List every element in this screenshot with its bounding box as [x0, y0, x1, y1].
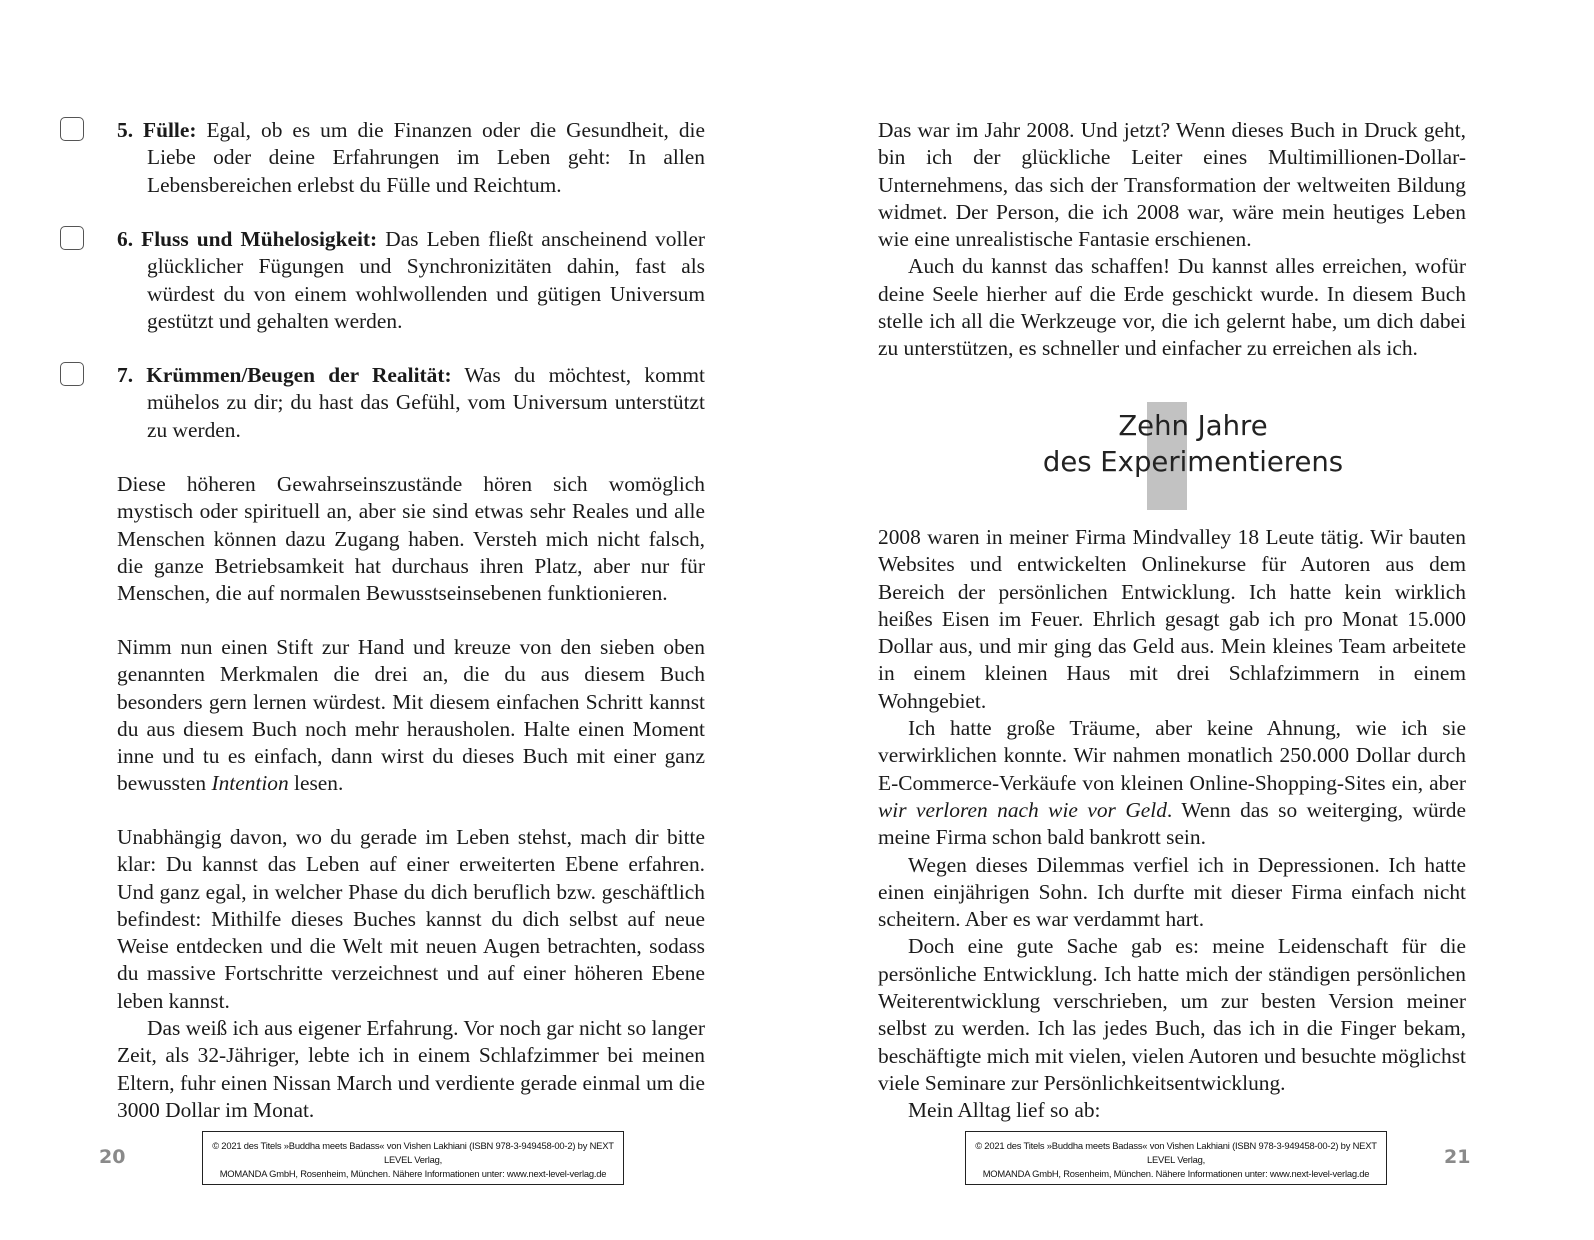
checkbox[interactable] — [60, 226, 84, 250]
list-term: Fluss und Mühelosigkeit: — [141, 227, 378, 251]
list-number: 5. — [117, 118, 134, 142]
section-heading: Zehn Jahre des Experimentierens — [1042, 410, 1344, 478]
list-term: Fülle: — [143, 118, 197, 142]
right-page — [797, 0, 1594, 1240]
checkbox[interactable] — [60, 117, 84, 141]
copyright-box: © 2021 des Titels »Buddha meets Badass« von Vishen Lakhiani (ISBN 978-3-949458-00-2) by NEXT LEVEL Verlag, MOMANDA GmbH, Rosenheim, München. Nähere Informationen unter: www.next-level-verlag.de — [965, 1131, 1387, 1185]
list-item — [117, 117, 705, 199]
paragraph: Nimm nun einen Stift zur Hand und kreuze von den sieben oben genannten Merkmalen die drei an, die du aus diesem Buch besonders gern lernen würdest. Mit diesem einfachen Schritt kannst du aus diesem Buch noch mehr herausholen. Halte einen Moment inne und tu es einfach, dann wirst du dieses Buch mit einer ganz bewussten Intention lesen. — [117, 635, 705, 796]
list-term: Krümmen/Beugen der Realität: — [146, 363, 452, 387]
list-item — [117, 226, 705, 335]
list-text: Was du möchtest, kommt mühelos zu dir; du hast das Gefühl, vom Universum unterstützt zu werden. — [147, 363, 705, 442]
checkbox[interactable] — [60, 362, 84, 386]
copyright-box: © 2021 des Titels »Buddha meets Badass« von Vishen Lakhiani (ISBN 978-3-949458-00-2) by NEXT LEVEL Verlag, MOMANDA GmbH, Rosenheim, München. Nähere Informationen unter: www.next-level-verlag.de — [202, 1131, 624, 1185]
list-item — [117, 362, 705, 444]
page-number: 21 — [1444, 1146, 1471, 1168]
list-number: 6. — [117, 227, 134, 251]
paragraph: Das war im Jahr 2008. Und jetzt? Wenn dieses Buch in Druck geht, bin ich der glückliche Leiter eines Multimillionen-Dollar-Unternehmens, das sich der Transformation der weltweiten Bildung widmet. Der Person, die ich 2008 war, wäre mein heutiges Leben wie eine unrealistische Fantasie erschienen. Auch du kannst das schaffen! Du kannst alles erreichen, wofür deine Seele hierher auf die Erde geschickt wurde. In diesem Buch stelle ich all die Werkzeuge vor, die ich gelernt habe, um dich dabei zu unterstützen, es schneller und einfacher zu erreichen als ich. — [878, 118, 1466, 361]
page-number: 20 — [99, 1146, 126, 1168]
paragraph: 2008 waren in meiner Firma Mindvalley 18 Leute tätig. Wir bauten Websites und entwickelten Onlinekurse für Autoren aus dem Bereich der persönlichen Entwicklung. Ich hatte kein wirklich heißes Eisen im Feuer. Ehrlich gesagt gab ich pro Monat 15.000 Dollar aus, und mir ging das Geld aus. Mein kleines Team arbeitete in einem kleinen Haus mit drei Schlafzimmern in einem Wohngebiet. Ich hatte große Träume, aber keine Ahnung, wie ich sie verwirklichen konnte. Wir nahmen monatlich 250.000 Dollar durch E-Commerce-Verkäufe von kleinen Online-Shopping-Sites ein, aber wir verloren nach wie vor Geld. Wenn das so weiterging, würde meine Firma schon bald bankrott sein. Wegen dieses Dilemmas verfiel ich in Depressionen. Ich hatte einen einjährigen Sohn. Ich durfte mit dieser Firma einfach nicht scheitern. Aber es war verdammt hart. Doch eine gute Sache gab es: meine Leidenschaft für die persönliche Entwicklung. Ich hatte mich der ständigen persönlichen Weiterentwicklung verschrieben, um zur besten Version meiner selbst zu werden. Ich las jedes Buch, das ich in die Finger bekam, beschäftigte mich mit vielen, vielen Autoren und besuchte möglichst viele Seminare zur Persönlichkeitsentwicklung. Mein Alltag lief so ab: — [878, 525, 1466, 1123]
list-number: 7. — [117, 363, 134, 387]
list-text: Egal, ob es um die Finanzen oder die Gesundheit, die Liebe oder deine Erfahrungen im Leben geht: In allen Lebensbereichen erlebst du Fülle und Reichtum. — [147, 118, 705, 197]
list-text: Das Leben fließt anscheinend voller glücklicher Fügungen und Synchronizitäten dahin, fast als würdest du von einem wohlwollenden und gütigen Universum gestützt und gehalten werden. — [147, 227, 705, 333]
paragraph: Diese höheren Gewahrseinszustände hören sich womöglich mystisch oder spirituell an, aber sie sind etwas sehr Reales und alle Menschen können dazu Zugang haben. Versteh mich nicht falsch, die ganze Betriebsamkeit hat durchaus ihren Platz, aber nur für Menschen, die auf normalen Bewusstseinsebenen funktionieren. — [117, 472, 705, 606]
paragraph: Unabhängig davon, wo du gerade im Leben stehst, mach dir bitte klar: Du kannst das Leben auf einer erweiterten Ebene erfahren. Und ganz egal, in welcher Phase du dich beruflich bzw. geschäftlich befindest: Mithilfe dieses Buches kannst du dich selbst auf neue Weise entdecken und die Welt mit neuen Augen betrachten, sodass du massive Fortschritte verzeichnest und auf einer höheren Ebene leben kannst. Das weiß ich aus eigener Erfahrung. Vor noch gar nicht so langer Zeit, als 32-Jähriger, lebte ich in einem Schlafzimmer bei meinen Eltern, fuhr einen Nissan March und verdiente gerade einmal um die 3000 Dollar im Monat. — [117, 825, 705, 1122]
